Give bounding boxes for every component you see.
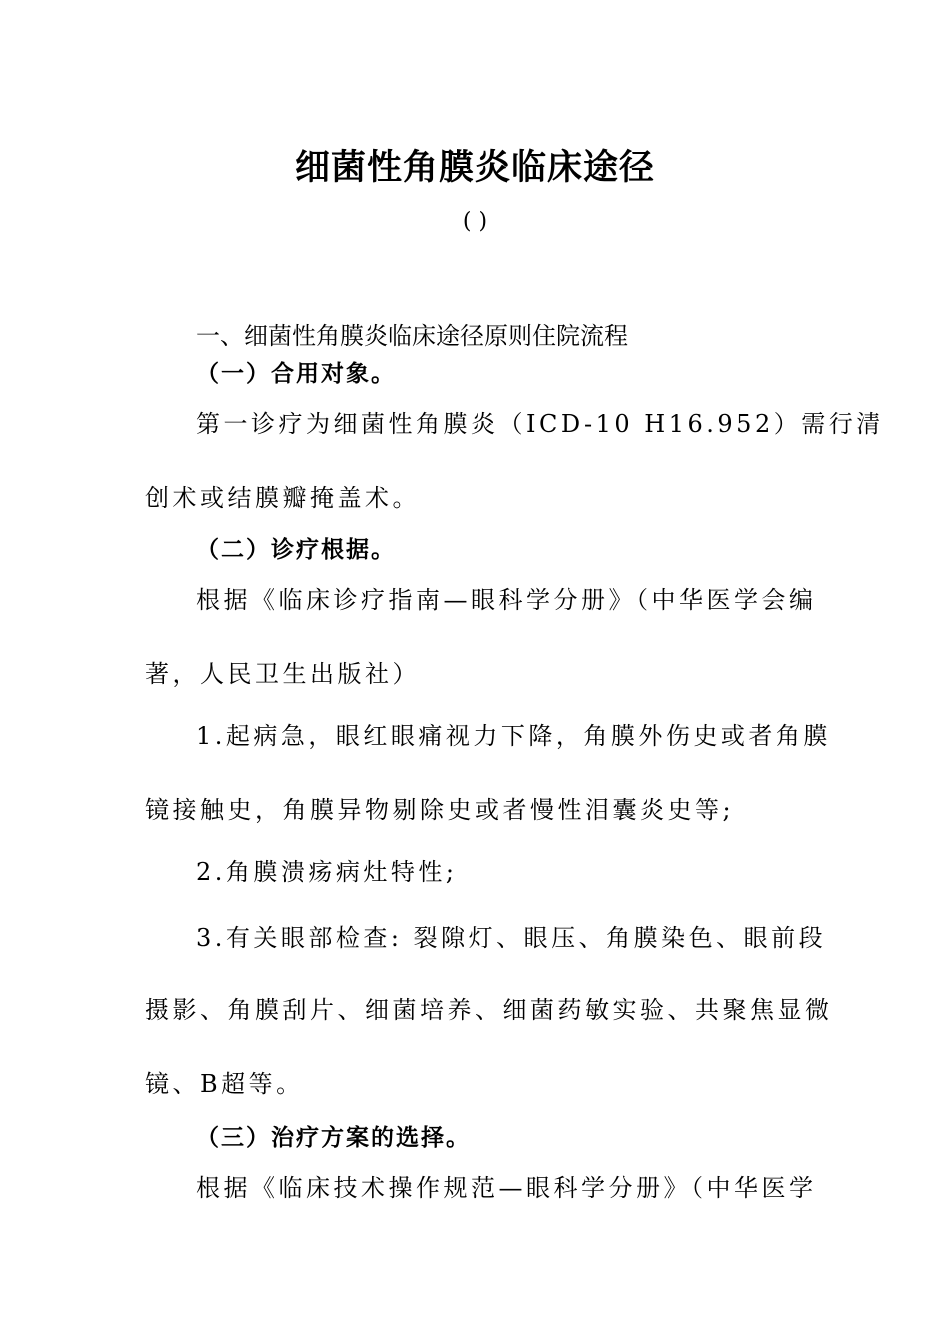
paragraph-line: 第一诊疗为细菌性角膜炎（ICD-10 H16.952）需行清 — [196, 410, 884, 438]
paragraph-line: 著，人民卫生出版社） — [145, 660, 420, 688]
paragraph-line: 根据《临床诊疗指南—眼科学分册》（中华医学会编 — [196, 586, 817, 614]
list-item-line: 2.角膜溃疡病灶特性; — [196, 858, 458, 886]
subsection-3-heading: （三）治疗方案的选择。 — [196, 1125, 471, 1151]
list-item-line: 3.有关眼部检查: 裂隙灯、眼压、角膜染色、眼前段 — [196, 924, 827, 952]
section-1-heading: 一、细菌性角膜炎临床途径原则住院流程 — [196, 322, 628, 350]
paragraph-line: 创术或结膜瓣掩盖术。 — [145, 484, 420, 512]
subsection-2-heading: （二）诊疗根据。 — [196, 537, 396, 563]
list-item-line: 1.起病急，眼红眼痛视力下降，角膜外伤史或者角膜 — [196, 722, 831, 750]
subsection-1-heading: （一）合用对象。 — [196, 361, 396, 387]
document-title: 细菌性角膜炎临床途径 — [294, 148, 655, 188]
paragraph-line: 根据《临床技术操作规范—眼科学分册》（中华医学 — [196, 1174, 817, 1202]
list-item-line: 摄影、角膜刮片、细菌培养、细菌药敏实验、共聚焦显微 — [145, 996, 833, 1024]
document-subtitle: ( ) — [462, 209, 488, 234]
list-item-line: 镜、B超等。 — [145, 1070, 304, 1098]
list-item-line: 镜接触史，角膜异物剔除史或者慢性泪囊炎史等; — [145, 796, 735, 824]
